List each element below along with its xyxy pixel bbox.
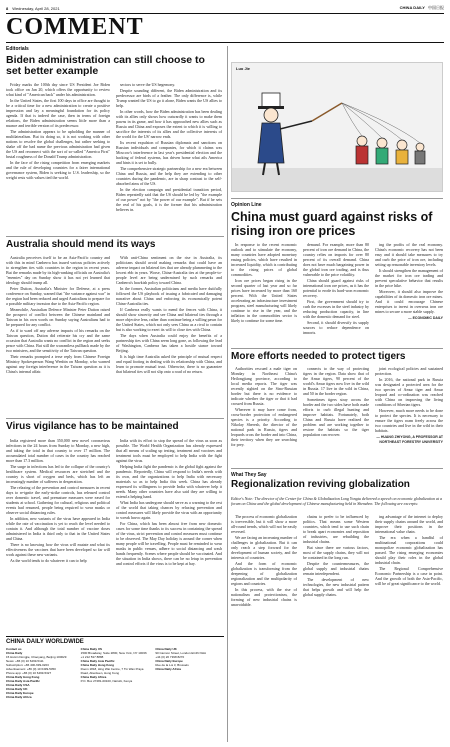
masthead-rule: [6, 42, 444, 43]
editorial-2-col-2: [116, 255, 222, 413]
footer-line: China Daily USA: [6, 683, 30, 687]
paragraph: In the former, Australian politicians and media have dutifully followed the US playbook of issuing a fabricated and damaging narrative about China and enforcing its economically potent China-Australia ties.: [116, 286, 222, 306]
footer-line: 90 Cannon Street, London EC4N 6HA: [155, 651, 207, 655]
paragraph: Sometimes tigers stray across the border and the two sides have both made efforts to curb illegal hunting and improve habitats. Fortunately, both China and Russia have realized the problem and are working together to restore the habitats so the tiger population can recover.: [303, 397, 369, 437]
footer-line: China Daily Europe: [155, 659, 183, 663]
footer-line: China Daily Africa: [80, 675, 107, 679]
cartoon-credit: Luo Jie: [236, 66, 251, 71]
paragraph: demand. For example, more than 80 percent of iron ore demand in China, the country relies on imports for over 80 percent of its overall demand. China does not have much bargaining power in the global iron ore trading, and is thus vulnerable to the price volatility.: [303, 242, 369, 277]
editorial-3-col-2: [116, 438, 222, 630]
column-divider: [227, 46, 228, 742]
footer-line: China Daily Asia Pacific: [80, 659, 115, 663]
footer-line: China Daily Hong Kong: [6, 675, 40, 679]
paragraph: In the face of the rising competition from emerging markets and the rule of developing countries for a fairer international governance system, Biden is seeking to U.S. leadership, so the weight rests with values tied the world.: [6, 160, 110, 180]
paragraph: Despite sounding different, the Biden administration and its predecessor are birds of a feather. The only difference is, while Trump wanted the US to go it alone, Biden wants the US allies to help.: [116, 88, 222, 108]
paragraph: The process of economic globalization is irreversible, but it will show a more all-round trends, which will not be easily reversed.: [231, 514, 297, 534]
footer-line: China Daily Africa: [6, 695, 32, 699]
paragraph: The administration appears to be upholding the manner of multilateralism. But its doing so, it is not working with other nations to resolve the global challenges, but rather seeking to shake off the bad name the previous administration had given the US and reconnect with the sort of so-called "America First" brutal roughness of the Donald Trump administration.: [6, 129, 110, 159]
footer-line: China Daily Europe: [6, 691, 34, 695]
editorial-3-headline: Virus vigilance has to be maintained: [6, 421, 179, 432]
paragraph: Authorities rescued a male tiger on Monday in Northeast China's Heilongjiang province, according to local media reports. The tiger was recently sighted on the Sino-Russian border but there is no evidence to indicate whether the tiger or that it had crossed from Russia.: [231, 366, 297, 406]
footer-line: China Daily: [6, 651, 23, 655]
paragraph: For China, which has been almost free from new domestic cases for some time thanks to its success in containing the spread of the virus, strict prevention and control measures must continue to be observed. The May Day holiday is around the corner when many people will be travelling. People must be reminded to wear masks in public venues, adhere to social distancing and wash hands frequently. Scenes where people should be vaccinated. And the situation in India shows, there can be no letup in prevention and control efforts if the virus is to be kept at bay.: [116, 521, 222, 566]
divider: [231, 348, 443, 349]
footer-line: Room 1818, Hing Wai Centre, 7 Tin Wan Praya Road, Aberdeen, Hong Kong: [80, 667, 144, 675]
paragraph: Helping India fight the pandemic is the global fight against the pandemic. Reportedly, China will respond to India's needs with its own, and the organizations to help India with necessary materials so as to help India this week. China has already expressed its willingness to provide India with whatever help it needs. Many other countries have also said they are willing to extend a helping hand.: [116, 464, 222, 499]
paragraph: With anti-China sentiment on the rise in Australia, its politicians should avoid making remarks that could have an adverse impact on bilateral ties that are already plummeting to the lowest ebb in years. Worse, China-Australia ties at the people-to-people level are being undermined by such remarks and Canberra's hawkish policy toward China.: [116, 255, 222, 285]
editorials-label: Editorials: [6, 46, 29, 52]
footer-line: Phone app: +86 (0) 10 6499-5327: [6, 671, 52, 675]
masthead: [6, 14, 144, 40]
opinion-1-col-3: [375, 242, 443, 334]
paragraph: India with its effort to stop the spread of the virus as soon as possible. The World Health Organization has already expressed that all means of scaling up testing, treatment and vaccines and treatment tools must be employed to help India with the fight against the virus.: [116, 438, 222, 463]
paragraph: joint ecological policies and sustained protection.: [375, 366, 443, 376]
paragraph: We are facing an increasing number of challenges in globalization. But it can only reach a step forward for the development of human society, and the interests of countries.: [231, 535, 297, 560]
paragraph: In 2016, the national park in Russia was designated a protected area for the two species of Amur tiger and Amur leopard and co-ordination was reached with China on improving the living conditions of Siberian tigers.: [375, 377, 443, 407]
paragraph: Peter Dutton, Australia's Minister for Defense, at a press conference on Sunday, warned that "the variance against war" in the region had been reduced and urged Australians to prepare for a possible military invasion due to the Asia-Pacific region.: [6, 286, 110, 306]
paragraph: In the election campaign and presidential transition period, Biden repeatedly said that the US should be led by "the example of our power" not by "the power of our example". But if he sets the real of his goals, it is the former that his administration believes in.: [116, 187, 222, 212]
paragraph: ing the profits of the real economy. China's economic recovery has not been easy and it should take measures to try and curb the price of iron ore, including setting up reasonable inventory levels.: [375, 242, 443, 267]
footer-line: China Daily UK: [6, 687, 28, 691]
divider: [6, 236, 224, 237]
footer-line: China Daily US: [80, 647, 103, 651]
footer-line: China Daily Hong Kong: [80, 663, 115, 667]
header-left: [6, 6, 60, 11]
paragraph: The surge in infections has led to the collapse of the country's healthcare system. Medical resources are stretched and the country is short of oxygen and beds, which has left an increasingly number of sufferers in desperation.: [6, 464, 110, 484]
paragraph: In the United States, the first 100 days in office are thought to be a critical time for a new administration to create a positive impression and lay a meaningful foundation for its policy agenda. If that is indeed the case, then in terms of foreign relations, the Biden administration seems little more than a nuance and terrible version of its predecessor.: [6, 98, 110, 128]
paragraph: The comprehensive strategic partnership for a new era between China and Russia, and the help they are extending to other countries during the pandemic, are in sharp contrast to the self-absorbed aims of the US.: [116, 166, 222, 186]
footer-line: Rue de la Loi 3, Brussels: [155, 663, 189, 667]
opinion-1-headline: China must guard against risks of rising iron ore prices: [231, 210, 433, 238]
paragraph: The days when Australia could enjoy the benefits of a partnership ties with China seem long gone, as following the lead of Washington, Canberra has taken a hostile stance toward Beijing.: [116, 333, 222, 353]
footer-columns: [6, 647, 224, 699]
opinion-1-col-1: [231, 242, 297, 334]
footer-col-2: [81, 647, 150, 699]
editorial-2-headline: Australia should mend its ways: [6, 239, 156, 250]
editorial-1-headline: Biden administration can still choose to set better example: [6, 54, 205, 78]
footer-line: Advertisement: +86 (0) 10 6499-5050: [6, 667, 56, 671]
byline: — HUANG ZHIYONG, A PROFESSOR AT NORTHEAST FORESTRY UNIVERSITY: [376, 435, 443, 444]
paragraph: First, the government should try to curb the excesses in the steel industry by reducing production capacity, in line with the domestic demand for steel.: [303, 299, 369, 319]
paragraph: Second, it should diversify its supply sources to reduce dependence on imports.: [303, 320, 369, 334]
paragraph: Its recent expulsion of Russian diplomats and sanctions on Russian individuals and companies, for which it claims was Moscow's interference in last year's presidential election and the hacking of federal systems, has driven home what ails America and hints it is set to bully.: [116, 140, 222, 165]
paragraph: The relaxing of the prevention and control measures in recent days to re-ignite the early-strike controls, has released control over domestic travel, and premature measures were eased for students at school. Gathering for cultural, religious and political events had resumed, people being required to wear masks or observe social distancing rules.: [6, 485, 110, 515]
paragraph: Meanwhile, Australian Defence Minister Peter Dutton raised the prospect of conflict between the Chinese mainland and Taiwan in his own words on Sunday saying Australians had to be prepared for any conflict.: [6, 307, 110, 327]
editorial-1-col-2: [116, 82, 222, 230]
paragraph: As the world tends to do whatever it can to help: [10, 558, 87, 563]
footer-line: P.O. Box 27281-00100, Nairobi, Kenya: [80, 679, 133, 683]
paragraph: What India has undergone should serve as a warning to the rest of the world that taking chances by relaxing prevention and control measures will likely provide the virus with an opportunity to wreak havoc again.: [116, 500, 222, 520]
paper-name-chinese: 中国日报: [428, 5, 444, 10]
footer-line: Contact us: [6, 647, 22, 651]
paragraph: Moreover, it should also improve the capabilities of its domestic iron ore mines. And it could encourage Chinese enterprises to invest in overseas iron ore mines to secure a more stable supply.: [375, 289, 443, 314]
opinion-2-col-3: [375, 366, 443, 458]
opinion-2-col-2: [303, 366, 369, 458]
editorial-3-col-1: [6, 438, 110, 630]
paragraph: There is no knowing how the virus will mutate and what its effectiveness the vaccines that have been developed so far will work against these new variants.: [6, 542, 110, 557]
what-they-say-col-1: [231, 514, 297, 740]
editorial-cartoon: [231, 62, 443, 192]
divider: [231, 468, 443, 469]
paragraph: If Canberra really wants to mend the fences with China, it should show sincerity and see China and bilateral ties through a more objective lens, rather than continue being a willing pawn for the United States, which not only sees China as a rival to contain but is also working to exert its will to close ties with China.: [116, 307, 222, 332]
date-line: Wednesday, April 28, 2021: [12, 5, 60, 11]
paper-name: CHINA DAILY: [399, 5, 425, 10]
footer-line: Subscription: +86 400-699-0203: [6, 663, 49, 667]
paragraph: chains to prefer to be influenced by politics. That means some Western countries, which tend to use such chain to break apart economies and reposition of industries, are rebuilding the industrial chains.: [303, 514, 369, 544]
paragraph: Despite the countermeasures, the global supply and industrial chains remain interdependent.: [303, 561, 369, 576]
paragraph: sectors to serve the US hegemony.: [120, 82, 176, 87]
opinion-2-headline: More efforts needed to protect tigers: [231, 351, 406, 362]
footer-col-1: [6, 647, 75, 699]
paragraph: In other words, how the Biden administration has been dealing with its allies only shows how outwardly it wants to make them pawns in its game, and how it has approached new allies such as Russia and China and exposes the extent to which it is willing to sacrifice the interests of its allies and the collective interests of the world for the US' narrow ends.: [116, 109, 222, 139]
section-title: COMMENT: [6, 14, 144, 40]
editorial-1-col-1: [6, 82, 110, 230]
footer-line: China Daily Africa: [155, 667, 181, 671]
what-they-say-label: What They Say: [231, 472, 267, 478]
paragraph: Their remarks prompted a terse reply from Chinese Foreign Ministry Spokesperson Wang Wenbin on Monday, who warned against any foreign interference in the Taiwan question as it is China's internal affair.: [6, 354, 110, 374]
paragraph: In this process, with the rise of nationalism and protectionism, the forming of new industrial chains is unavoidable.: [231, 587, 297, 607]
paragraph: It is high time Australia asked the principle of mutual respect and equal footing in dealing with its relationship with China, and learn to promote mutual trust. Otherwise, there is no guarantee that bilateral ties will not slip onto a road of no return.: [116, 354, 222, 374]
byline: — ECONOMIC DAILY: [408, 316, 443, 320]
footer-title: CHINA DAILY WORLDWIDE: [6, 639, 84, 645]
what-they-say-col-3: [375, 514, 443, 740]
editorial-2-col-1: [6, 255, 110, 413]
paragraph: In addition, new variants of the virus have appeared in India while the rate of vaccination is yet to reach the level needed to contain it. And although the total number of vaccine doses administered in India is third only to that in the United States and China.: [6, 516, 110, 541]
opinion-line-label: Opinion Line: [231, 202, 262, 208]
footer-line: 1500 Broadway, Suite 2800, New York, NY 10036: [80, 651, 147, 655]
footer-line: 15 Huixin Dongjie, Chaoyang, Beijing 100029: [6, 655, 67, 659]
worldwide-contacts: [6, 636, 224, 742]
footer-line: +44 (0) 20 7398 8270: [155, 655, 185, 659]
footer-line: China Daily UK: [155, 647, 177, 651]
footer-line: News: +86 (0) 10 6499-5111: [6, 659, 44, 663]
footer-col-3: [155, 647, 224, 699]
page-header: [6, 4, 444, 12]
header-right: [400, 5, 444, 11]
paragraph: However, much more needs to be done to protect the species. It is necessary to ensure the tigers roam freely across the two countries and live in the wild in their habitats.: [375, 408, 443, 433]
paragraph: ing advantage of the internet to deploy their supply chains around the world, and improve their positions in the international value chain.: [375, 514, 443, 534]
paragraph: The era when a handful of multinational corporations could monopolize economic globalization has passed. The rising emerging economies should play their roles in the global industrial chain.: [375, 535, 443, 565]
what-they-say-col-2: [303, 514, 369, 740]
what-they-say-headline: Regionalization reviving globalization: [231, 479, 410, 490]
opinion-1-col-2: [303, 242, 369, 334]
paragraph: As if to ward off any adverse impacts of his remarks on the Taiwan question, Dutton did reiterate his cry and the same occasion that Australia wants no conflict in the region and seeks peace with China. But still the warrantless pullback made by the two ministers, and the sensitivity of the Taiwan question.: [6, 328, 110, 353]
page-number: 8: [6, 5, 9, 11]
footer-line: +1 212 537 8888: [80, 655, 104, 659]
editors-note: Editor's Note: The director of the Center for China & Globalization Long Yongtu delivered a speech on economic globalization at a forum on China and the global development of Chinese manufacturing held in Shenzhen. The following are excerpts:: [231, 496, 443, 506]
paragraph: India registered more than 350,000 new novel coronavirus infections in the 24 hours from Sunday to Monday, a new high, and taking the total in that country to over 17 million. The accumulated total number of cases in the country has reached more than 17.3 million.: [6, 438, 110, 463]
paragraph: It should strengthen the management of the market for iron ore trading and prevent speculative behavior that results in the price hike.: [375, 268, 443, 288]
paragraph: Australia perceives itself to be an Asia-Pacific country and with this in mind Canberra has issued various policies actively to strengthen ties with countries in the region in recent years. But the remarks made by its high-ranking officials on Australia's "enemies" day on Sunday show it has not yet learned that ideology should trump all.: [6, 255, 110, 285]
divider: [6, 418, 224, 419]
paragraph: Iron ore prices began rising in the second quarter of last year and so far prices have increased by more than 160 percent. With the United States accelerating an infrastructure investment program, steel manufacturing will likely continue to rise in the year, and the inflation in the commodities sector is likely to continue for some time.: [231, 278, 297, 323]
paragraph: Friday marks the 100th day since US President Joe Biden took office on Jan 20, which offers the opportunity to review what kind of "American back" under his administration.: [6, 82, 110, 97]
paragraph: The development of new technologies, the new industrial pattern that helps growth and will help the global supply chains.: [303, 577, 369, 597]
opinion-2-col-1: [231, 366, 297, 458]
footer-line: China Daily Asia Pacific: [6, 679, 40, 683]
divider: [231, 198, 443, 199]
paragraph: The Regional Comprehensive Economic Partnership is a case in point. And the growth of both the Asia-Pacific, will be of great significance to the world.: [375, 566, 443, 586]
paragraph: Wherever it may have come from, cross-border protection of endangered species is a priority. According to Nikolay Sheresh, the director of the national park in Russia, tigers and leopards cross the border and into China, their territory when they are searching for prey.: [231, 407, 297, 447]
paragraph: In response to the recent economic outlook and to stimulate the economy, many countries have adopted monetary easing policies, which have resulted in increased liquidity, which is contributing to the rising prices of global commodities.: [231, 242, 297, 277]
paragraph: But since there are various factors, most of the supply chains, they will not be contained in the long run.: [303, 545, 369, 560]
paragraph: connects to the way of protecting tigers in the region. Data show that of the Amur tigers, 90 percent of the world's Amur tigers now live in the wild in Russia. 17 live in the wild in China, and 50 in the border region.: [303, 366, 369, 396]
paragraph: China should guard against risks of international iron ore prices, as it has the potential to erode its hard-won economic recovery.: [303, 278, 369, 298]
cartoon-illustration: [232, 63, 443, 192]
paragraph: And the form of economic globalization is transforming from the deepening of globalization regionalization and the multipolarity of regions and countries.: [231, 561, 297, 586]
